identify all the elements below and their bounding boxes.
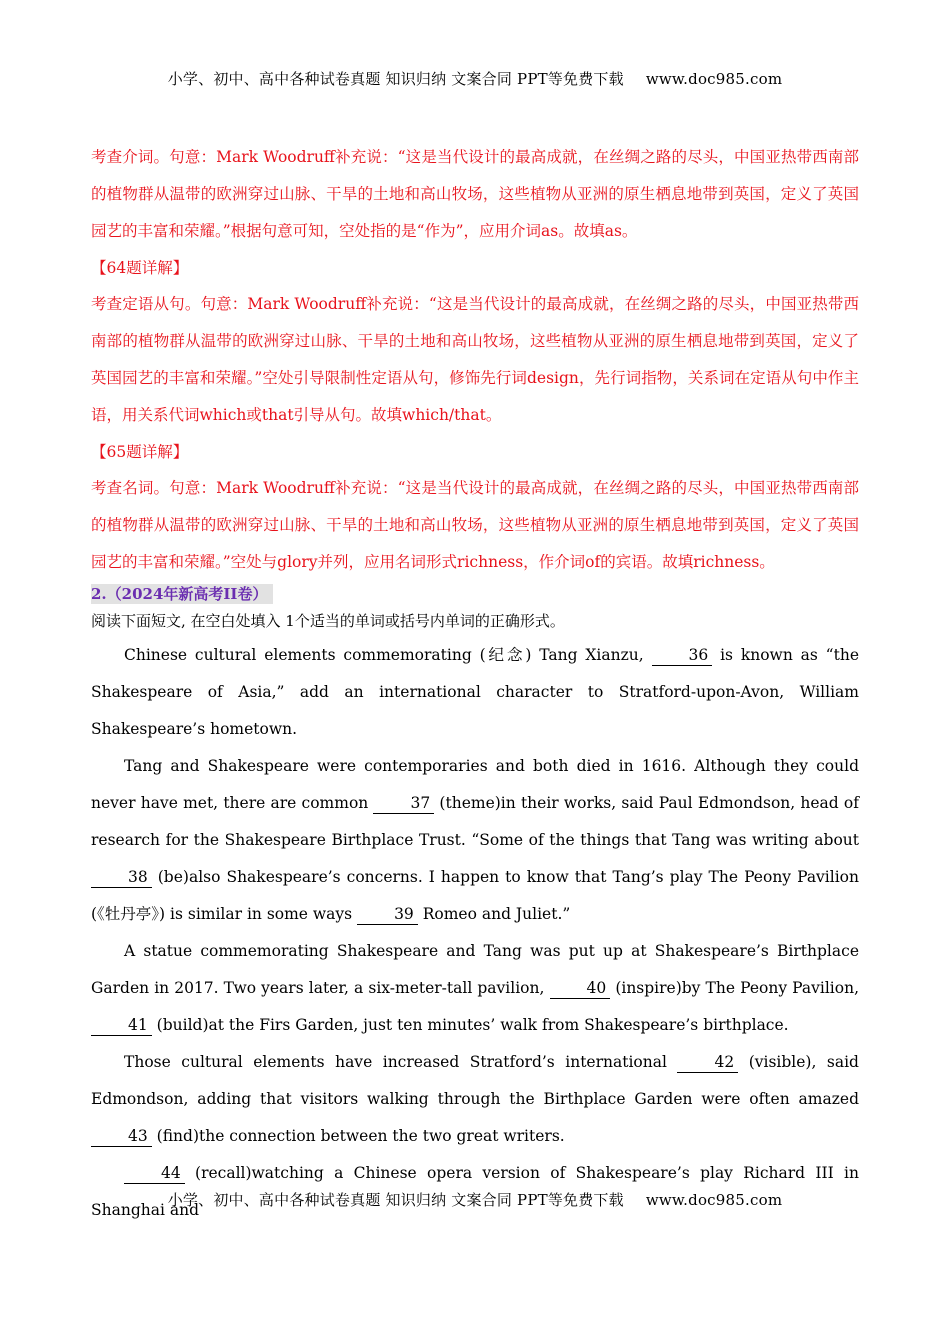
q65-explanation: 考查名词。句意：Mark Woodruff补充说：“这是当代设计的最高成就，在丝绸之路的尽头，中国亚热带西南部的植物群从温带的欧洲穿过山脉、干旱的土地和高山牧场，这些植物从亚洲的原生栖息地带到英国，定义了英国园艺的丰富和荣耀。”空处与glory并列，应用名词形式richness，作介词of的宾语。故填richness。 bbox=[91, 479, 859, 571]
page-footer bbox=[0, 1189, 950, 1210]
blank-40: 40 bbox=[550, 978, 611, 999]
p1-text-c: is known as “the Shakespeare of Asia,” add an international character to Stratford-upon-Avon, William Shakespeare’s hometown. bbox=[91, 646, 859, 738]
q63-explanation: 考查介词。句意：Mark Woodruff补充说：“这是当代设计的最高成就，在丝绸之路的尽头，中国亚热带西南部的植物群从温带的欧洲穿过山脉、干旱的土地和高山牧场，这些植物从亚洲的原生栖息地带到英国，定义了英国园艺的丰富和荣耀。”根据句意可知，空处指的是“作为”，应用介词as。故填as。 bbox=[91, 148, 859, 240]
blank-38: 38 bbox=[91, 867, 152, 888]
header-site-link[interactable]: www.doc985.com bbox=[645, 70, 783, 88]
passage-paragraph-3 bbox=[91, 933, 859, 1044]
blank-43: 43 bbox=[91, 1126, 152, 1147]
section-label-row bbox=[91, 581, 859, 604]
p2-text-a: Tang and Shakespeare were contemporaries and both died in 1616. Although they could never have met, there are common bbox=[91, 757, 859, 812]
blank-44: 44 bbox=[124, 1163, 185, 1184]
header-text: 小学、初中、高中各种试卷真题 知识归纳 文案合同 PPT等免费下载 bbox=[167, 70, 624, 88]
p3-text-c: (inspire)by The Peony Pavilion, bbox=[610, 979, 859, 997]
p3-text-d: (build)at the Firs Garden, just ten minutes’ walk from Shakespeare’s birthplace. bbox=[151, 1016, 789, 1034]
document-content bbox=[91, 139, 859, 1229]
q65-heading: 【65题详解】 bbox=[91, 443, 189, 461]
p4-text-a: Those cultural elements have increased Stratford’s international bbox=[124, 1053, 678, 1071]
p1-text-a: Chinese cultural elements commemorating (纪念) Tang Xianzu, bbox=[124, 646, 652, 664]
footer-site-link[interactable]: www.doc985.com bbox=[645, 1191, 783, 1209]
passage-paragraph-1 bbox=[91, 637, 859, 748]
q64-heading: 【64题详解】 bbox=[91, 259, 189, 277]
passage-paragraph-4 bbox=[91, 1044, 859, 1155]
blank-42: 42 bbox=[677, 1052, 738, 1073]
passage-paragraph-2 bbox=[91, 748, 859, 933]
page-header bbox=[0, 68, 950, 89]
p4-text-c: (visible), said Edmondson, adding that visitors walking through the Birthplace Garden were often amazed bbox=[91, 1053, 859, 1108]
blank-39: 39 bbox=[357, 904, 418, 925]
blank-37: 37 bbox=[373, 793, 434, 814]
p4-text-d: (find)the connection between the two great writers. bbox=[151, 1127, 565, 1145]
p2-text-c: (theme)in their works, said Paul Edmondson, head of research for the Shakespeare Birthplace Trust. “Some of the things that Tang was writing about bbox=[91, 794, 860, 849]
blank-36: 36 bbox=[652, 645, 713, 666]
p2-text-d: (be)also Shakespeare’s concerns. I happen to know that Tang’s play The Peony Pavilion (《牡丹亭》) is similar in some ways bbox=[91, 868, 859, 923]
p3-text-a: A statue commemorating Shakespeare and Tang was put up at Shakespeare’s Birthplace Garden in 2017. Two years later, a six-meter-tall pavilion, bbox=[91, 942, 859, 997]
footer-text: 小学、初中、高中各种试卷真题 知识归纳 文案合同 PPT等免费下载 bbox=[167, 1191, 624, 1209]
p5-text-a: (recall)watching a Chinese opera version of Shakespeare’s play Richard III in Shanghai and bbox=[91, 1164, 859, 1219]
section-instruction: 阅读下面短文, 在空白处填入 1个适当的单词或括号内单词的正确形式。 bbox=[91, 612, 565, 630]
blank-41: 41 bbox=[91, 1015, 152, 1036]
q64-explanation: 考查定语从句。句意：Mark Woodruff补充说：“这是当代设计的最高成就，在丝绸之路的尽头，中国亚热带西南部的植物群从温带的欧洲穿过山脉、干旱的土地和高山牧场，这些植物从亚洲的原生栖息地带到英国，定义了英国园艺的丰富和荣耀。”空处引导限制性定语从句，修饰先行词design，先行词指物，关系词在定语从句中作主语，用关系代词which或that引导从句。故填which/that。 bbox=[91, 295, 859, 424]
p2-text-e: Romeo and Juliet.” bbox=[417, 905, 571, 923]
section-label: 2.（2024年新高考II卷） bbox=[91, 584, 273, 604]
